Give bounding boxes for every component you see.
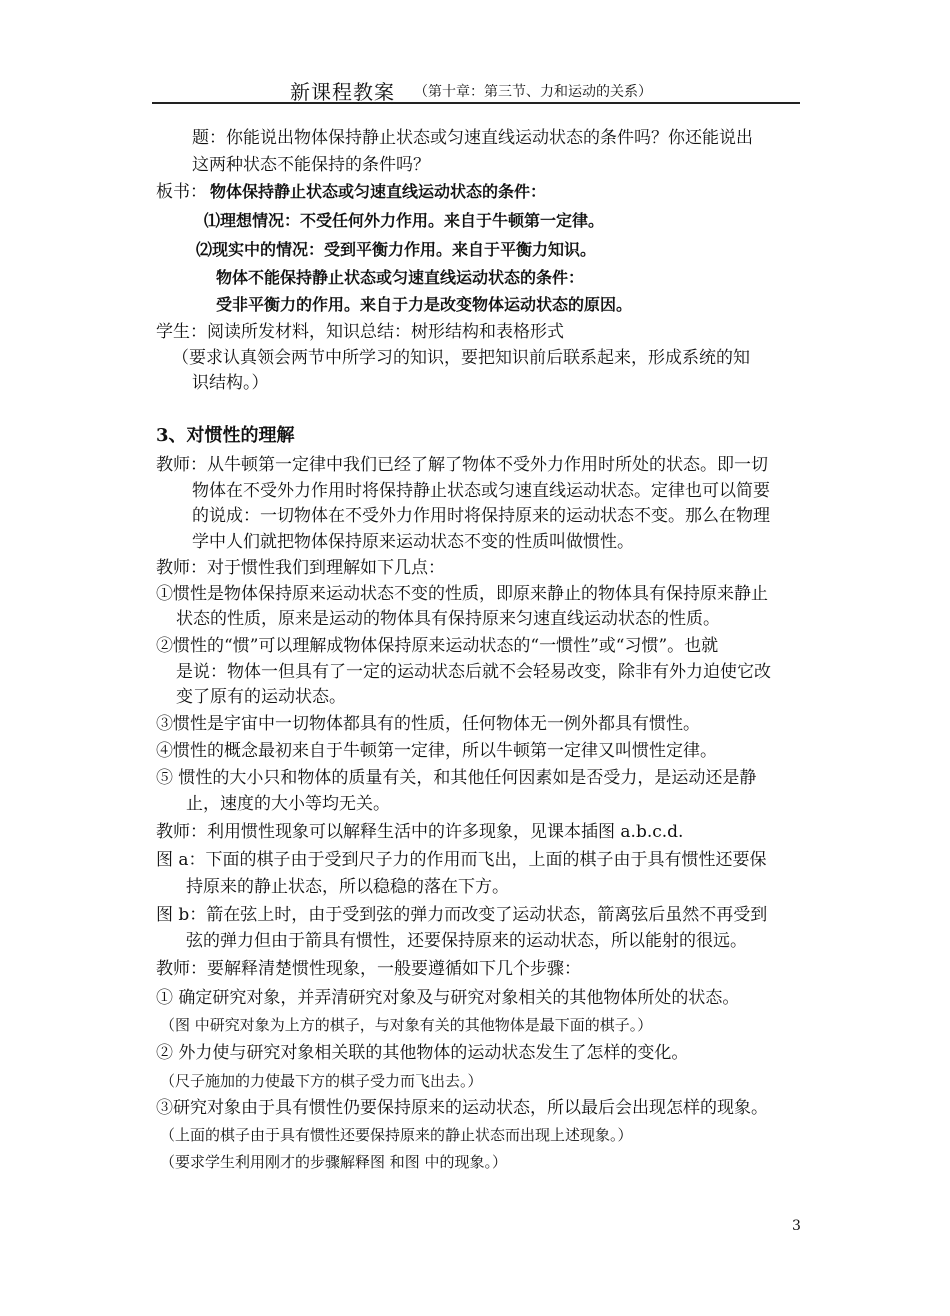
text-line: ①惯性是物体保持原来运动状态不变的性质，即原来静止的物体具有保持原来静止 — [156, 584, 768, 604]
text-line: （要求认真领会两节中所学习的知识，要把知识前后联系起来，形成系统的知 — [172, 348, 750, 368]
section-title: 3、对惯性的理解 — [156, 425, 295, 446]
text-line: ②惯性的“惯”可以理解成物体保持原来运动状态的“一惯性”或“习惯”。也就 — [156, 636, 719, 656]
text-line: 教师：从牛顿第一定律中我们已经了解了物体不受外力作用时所处的状态。即一切 — [156, 455, 768, 475]
text-line: 状态的性质，原来是运动的物体具有保持原来匀速直线运动状态的性质。 — [176, 609, 720, 629]
handwritten-line: 受非平衡力的作用。来自于力是改变物体运动状态的原因。 — [216, 295, 633, 314]
page-number: 3 — [792, 1218, 801, 1234]
text-line: 的说成：一切物体在不受外力作用时将保持原来的运动状态不变。那么在物理 — [192, 506, 770, 526]
text-line: 变了原有的运动状态。 — [176, 687, 346, 707]
text-line: ④惯性的概念最初来自于牛顿第一定律，所以牛顿第一定律又叫惯性定律。 — [156, 741, 717, 761]
text-line: 物体在不受外力作用时将保持静止状态或匀速直线运动状态。定律也可以简要 — [192, 481, 770, 501]
text-line: 是说：物体一但具有了一定的运动状态后就不会轻易改变，除非有外力迫使它改 — [176, 662, 771, 682]
text-line: 学中人们就把物体保持原来运动状态不变的性质叫做惯性。 — [192, 532, 634, 552]
text-line: 持原来的静止状态，所以稳稳的落在下方。 — [186, 877, 509, 897]
text-line: 识结构。） — [192, 373, 269, 393]
header-title: 新课程教案 — [290, 80, 395, 104]
text-line: 弦的弹力但由于箭具有惯性，还要保持原来的运动状态，所以能射的很远。 — [186, 931, 747, 951]
text-line: 教师：对于惯性我们到理解如下几点： — [156, 558, 445, 578]
note-line: （要求学生利用刚才的步骤解释图 和图 中的现象。） — [160, 1153, 508, 1171]
note-line: （上面的棋子由于具有惯性还要保持原来的静止状态而出现上述现象。） — [160, 1126, 633, 1144]
text-line: ③惯性是宇宙中一切物体都具有的性质，任何物体无一例外都具有惯性。 — [156, 714, 700, 734]
handwritten-line: ⑴理想情况：不受任何外力作用。来自于牛顿第一定律。 — [204, 211, 605, 230]
text-line: ① 确定研究对象，并弄清研究对象及与研究对象相关的其他物体所处的状态。 — [156, 988, 740, 1008]
text-line: 教师：要解释清楚惯性现象，一般要遵循如下几个步骤： — [156, 959, 581, 979]
text-line: 图 b：箭在弦上时，由于受到弦的弹力而改变了运动状态，箭离弦后虽然不再受到 — [156, 905, 768, 925]
text-line: ③研究对象由于具有惯性仍要保持原来的运动状态，所以最后会出现怎样的现象。 — [156, 1098, 768, 1118]
page-header — [152, 72, 800, 104]
text-line: ② 外力使与研究对象相关联的其他物体的运动状态发生了怎样的变化。 — [156, 1043, 689, 1063]
text-line: ⑤ 惯性的大小只和物体的质量有关，和其他任何因素如是否受力，是运动还是静 — [156, 768, 757, 788]
text-line: 图 a：下面的棋子由于受到尺子力的作用而飞出，上面的棋子由于具有惯性还要保 — [156, 850, 767, 870]
handwritten-line: ⑵现实中的情况：受到平衡力作用。来自于平衡力知识。 — [196, 240, 597, 259]
header-subtitle: （第十章：第三节、力和运动的关系） — [414, 84, 652, 100]
text-line: 这两种状态不能保持的条件吗？ — [192, 155, 430, 175]
handwritten-line: 物体不能保持静止状态或匀速直线运动状态的条件： — [216, 268, 585, 287]
text-line: 学生：阅读所发材料，知识总结：树形结构和表格形式 — [156, 322, 564, 342]
note-line: （图 中研究对象为上方的棋子，与对象有关的其他物体是最下面的棋子。） — [160, 1016, 653, 1034]
text-line: 止，速度的大小等均无关。 — [186, 794, 390, 814]
handwritten-line: 物体保持静止状态或匀速直线运动状态的条件： — [210, 182, 547, 201]
text-line: 题：你能说出物体保持静止状态或匀速直线运动状态的条件吗？你还能说出 — [192, 128, 753, 148]
text-line: 板书： — [156, 182, 207, 202]
text-line: 教师：利用惯性现象可以解释生活中的许多现象，见课本插图 a.b.c.d. — [156, 822, 684, 842]
note-line: （尺子施加的力使最下方的棋子受力而飞出去。） — [160, 1072, 483, 1090]
